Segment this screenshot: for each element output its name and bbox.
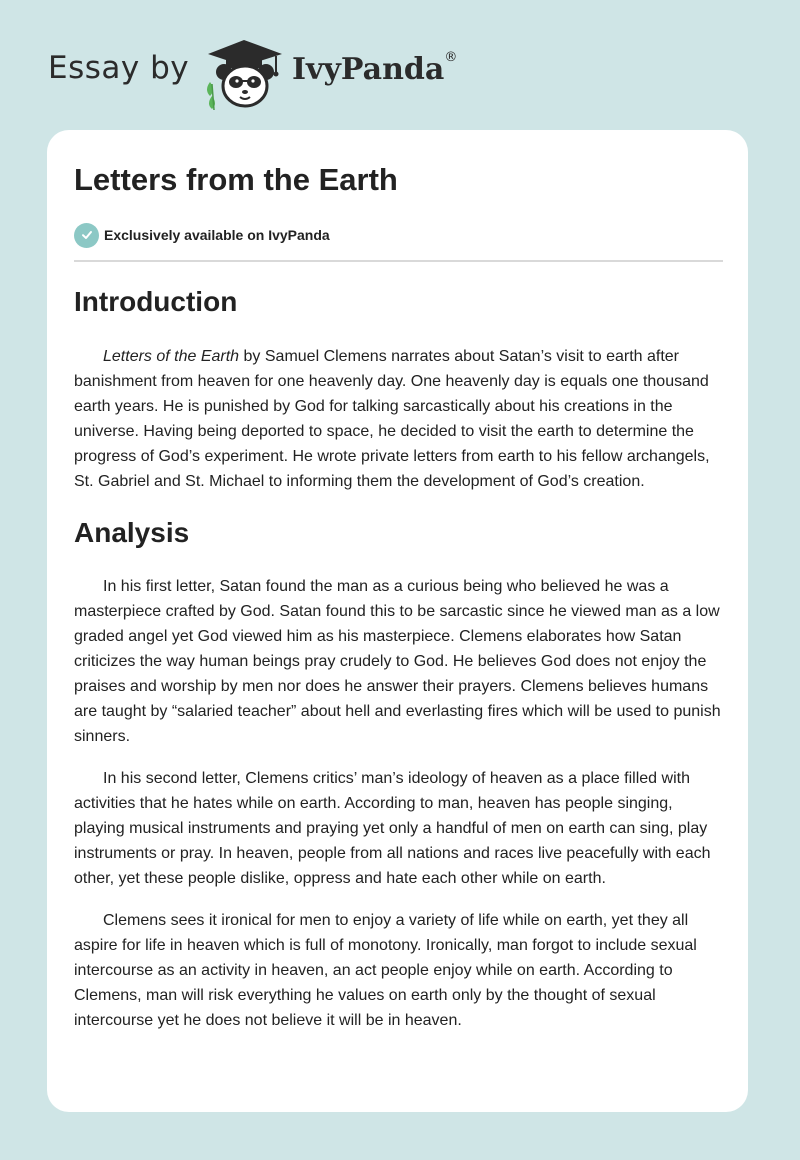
book-title: Letters of the Earth — [103, 348, 240, 365]
brand-text: IvyPanda — [292, 52, 445, 87]
paragraph: Clemens sees it ironical for men to enjoy a variety of life while on earth, yet they all aspire for life in heaven which is full of monotony. Ironically, man forgot to include sexual intercourse as an activity in heaven, an act people enjoy while on earth. According to Clemens, man will risk everything he values on earth only by the thought of sexual intercourse yet he does not believe it will be in heaven. — [74, 912, 697, 1029]
brand-name[interactable] — [292, 52, 457, 87]
paragraph-text: by Samuel Clemens narrates about Satan’s visit to earth after banishment from heaven for one heavenly day. One heavenly day is equals one thousand earth years. He is punished by God for talking sarcastically about his creations in the universe. Having being deported to space, he decided to visit the earth to determine the progress of God’s experiment. He wrote private letters from earth to his fellow archangels, St. Gabriel and St. Michael to informing them the development of God’s creation. — [74, 348, 710, 490]
exclusive-badge — [74, 222, 330, 248]
divider — [74, 260, 723, 262]
registered-mark: ® — [444, 50, 458, 65]
paragraph: In his first letter, Satan found the man as a curious being who believed he was a masterpiece crafted by God. Satan found this to be sarcastic since he viewed man as a low graded angel yet God viewed him as his masterpiece. Clemens elaborates how Satan criticizes the way human beings pray crudely to God. He believes God does not enjoy the praises and worship by men nor does he answer their prayers. Clemens believes humans are taught by “salaried teacher” about hell and everlasting fires which will be used to punish sinners. — [74, 578, 721, 745]
exclusive-badge-text: Exclusively available on IvyPanda — [104, 227, 330, 243]
essay-body — [74, 280, 724, 1033]
essay-by-label: Essay by — [48, 50, 190, 86]
essay-card — [47, 130, 748, 1112]
panda-graduate-logo-icon[interactable] — [200, 34, 290, 110]
site-header — [0, 0, 800, 130]
paragraph — [74, 344, 724, 494]
section-heading-introduction: Introduction — [74, 286, 238, 317]
paragraph: In his second letter, Clemens critics’ man’s ideology of heaven as a place filled with activities that he hates while on earth. According to man, heaven has people singing, playing musical instruments and praying yet only a handful of men on earth can sing, play instruments or pray. In heaven, people from all nations and races live peacefully with each other, yet these people dislike, oppress and hate each other while on earth. — [74, 770, 711, 887]
section-heading-analysis: Analysis — [74, 517, 190, 548]
check-circle-icon — [74, 223, 99, 248]
page-title: Letters from the Earth — [74, 162, 398, 197]
